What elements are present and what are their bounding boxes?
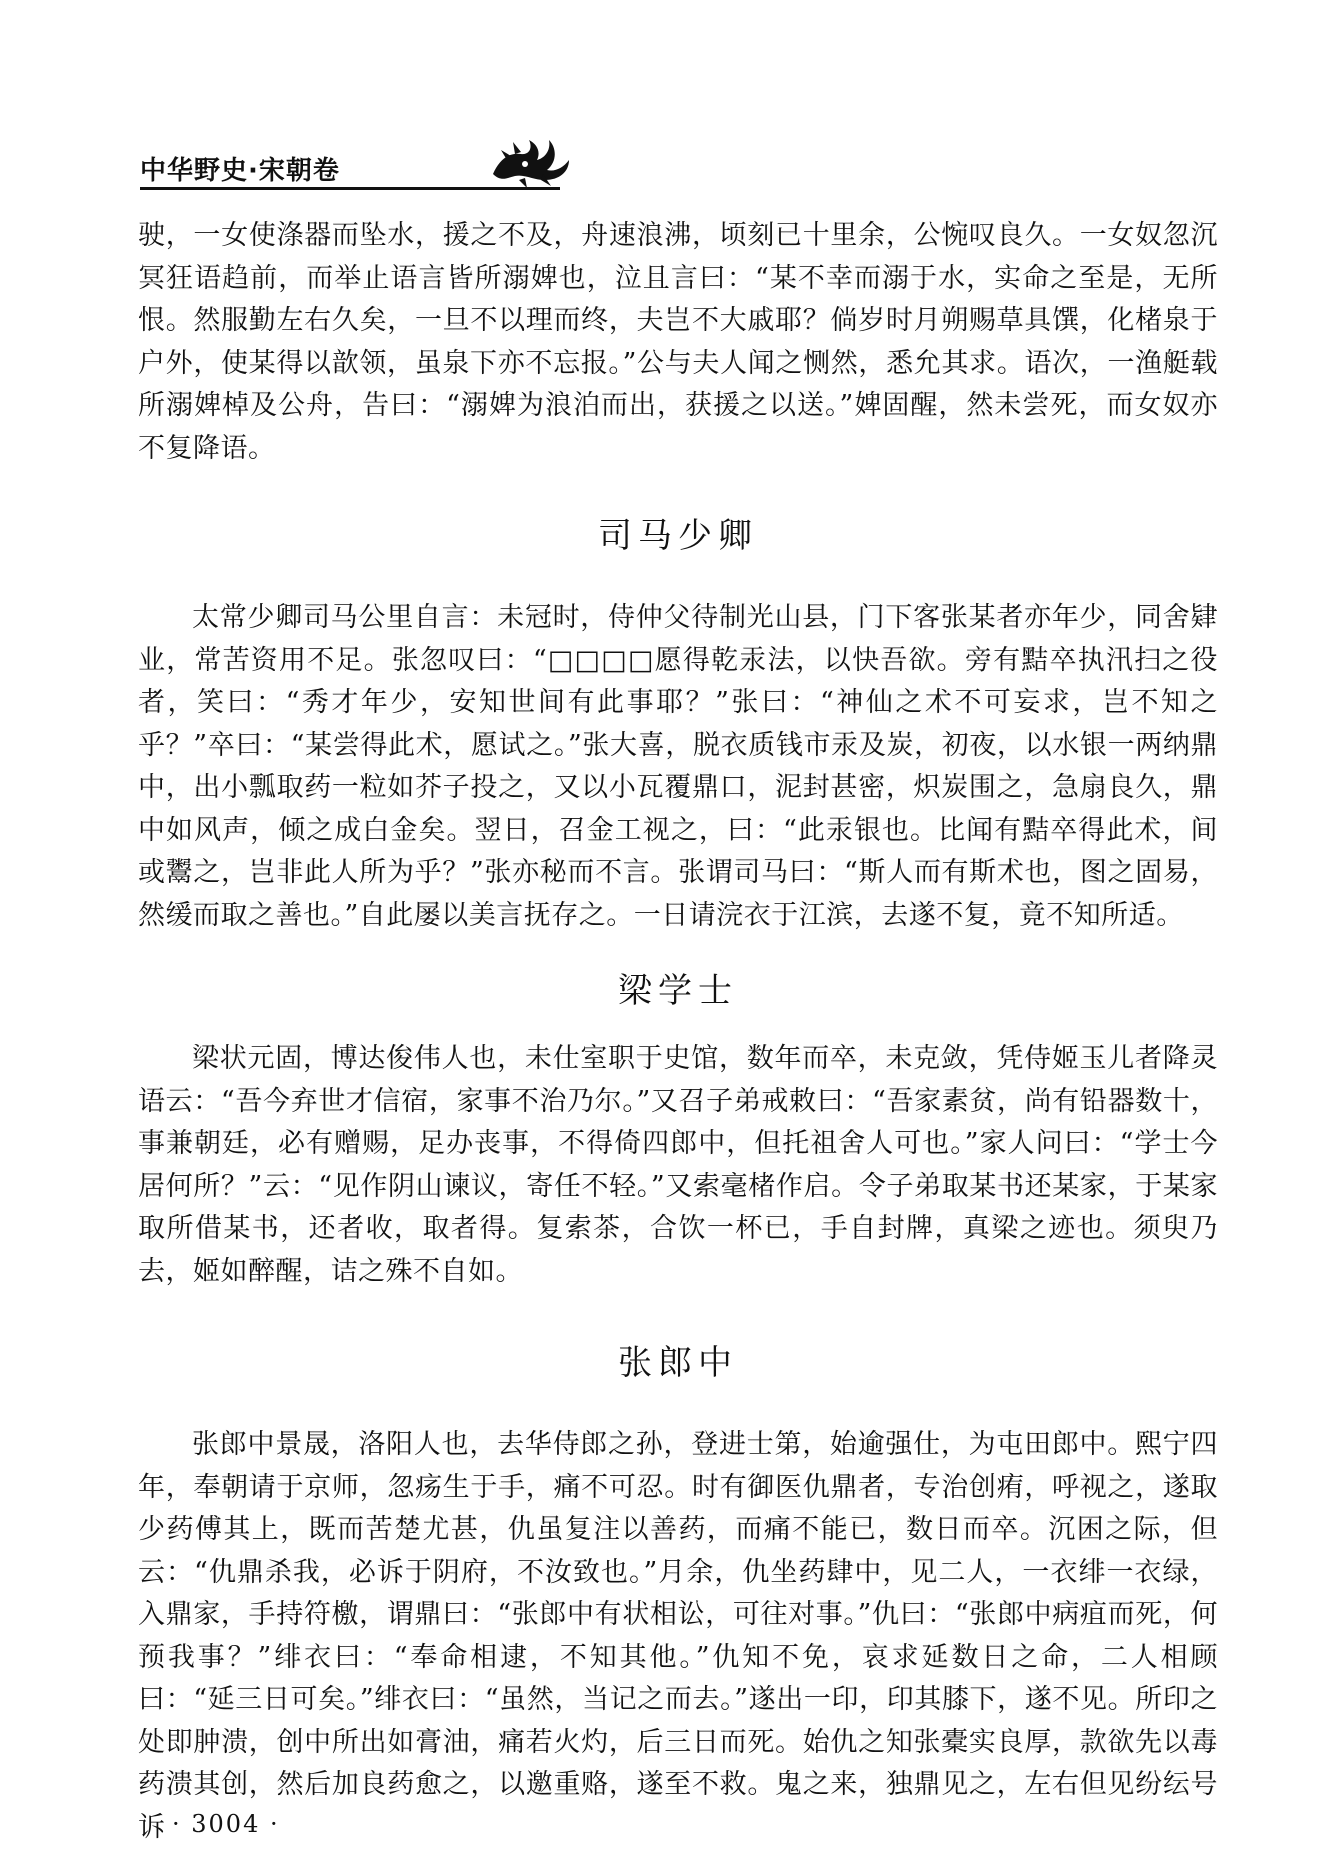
page-body xyxy=(138,215,1218,1849)
section-title-zhang-langzhong: 张郎中 xyxy=(618,1343,738,1383)
running-header xyxy=(140,130,1200,200)
section-text-sima-shaoqing: 太常少卿司马公里自言：未冠时，侍仲父待制光山县，门下客张某者亦年少，同舍肄业，常苦资用不足。张忽叹曰：“□□□□愿得乾汞法，以快吾欲。旁有黠卒执汛扫之役者，笑曰：“秀才年少，安知世间有此事耶？”张曰：“神仙之术不可妄求，岂不知之乎？”卒曰：“某尝得此术，愿试之。”张大喜，脱衣质钱市汞及炭，初夜，以水银一两纳鼎中，出小瓢取药一粒如芥子投之，又以小瓦覆鼎口，泥封甚密，炽炭围之，急扇良久，鼎中如风声，倾之成白金矣。翌日，召金工视之，曰：“此汞银也。比闻有黠卒得此术，间或鬻之，岂非此人所为乎？”张亦秘而不言。张谓司马曰：“斯人而有斯术也，图之固易，然缓而取之善也。”自此屡以美言抚存之。一日请浣衣于江滨，去遂不复，竟不知所适。 xyxy=(138,602,1218,931)
section-title-liang-xueshi: 梁学士 xyxy=(618,971,738,1011)
header-rule xyxy=(140,187,560,190)
paragraph-continued: 驶，一女使涤器而坠水，援之不及，舟速浪沸，顷刻已十里余，公惋叹良久。一女奴忽沉冥狂语趋前，而举止语言皆所溺婢也，泣且言曰：“某不幸而溺于水，实命之至是，无所恨。然服勤左右久矣，一旦不以理而终，夫岂不大戚耶？倘岁时月朔赐草具馔，化楮泉于户外，使某得以歆领，虽泉下亦不忘报。”公与夫人闻之恻然，悉允其求。语次，一渔艇载所溺婢棹及公舟，告曰：“溺婢为浪泊而出，获援之以送。”婢固醒，然未尝死，而女奴亦不复降语。 xyxy=(138,220,1218,464)
section-text-zhang-langzhong: 张郎中景晟，洛阳人也，去华侍郎之孙，登进士第，始逾强仕，为屯田郎中。熙宁四年，奉朝请于京师，忽疡生于手，痛不可忍。时有御医仇鼎者，专治创痏，呼视之，遂取少药傅其上，既而苦楚尤甚，仇虽复注以善药，而痛不能已，数日而卒。沉困之际，但云：“仇鼎杀我，必诉于阴府，不汝致也。”月余，仇坐药肆中，见二人，一衣绯一衣绿，入鼎家，手持符檄，谓鼎曰：“张郎中有状相讼，可往对事。”仇曰：“张郎中病疽而死，何预我事？”绯衣曰：“奉命相逮，不知其他。”仇知不免，哀求延数日之命，二人相顾曰：“延三日可矣。”绯衣曰：“虽然，当记之而去。”遂出一印，印其膝下，遂不见。所印之处即肿溃，创中所出如膏油，痛若火灼，后三日而死。始仇之知张橐实良厚，款欲先以毒药溃其创，然后加良药愈之，以邀重赂，遂至不救。鬼之来，独鼎见之，左右但见纷纭号诉 xyxy=(138,1429,1218,1843)
book-title: 中华野史·宋朝卷 xyxy=(140,156,340,186)
section-text-liang-xueshi: 梁状元固，博达俊伟人也，未仕室职于史馆，数年而卒，未克敛，凭侍姬玉儿者降灵语云：“吾今弃世才信宿，家事不治乃尔。”又召子弟戒敕曰：“吾家素贫，尚有铅器数十，事兼朝廷，必有赠赐，足办丧事，不得倚四郎中，但托祖舍人可也。”家人问曰：“学士今居何所？”云：“见作阴山谏议，寄任不轻。”又索毫楮作启。令子弟取某书还某家，于某家取所借某书，还者收，取者得。复索茶，合饮一杯已，手自封牌，真梁之迹也。须臾乃去，姬如醉醒，诘之殊不自如。 xyxy=(138,1043,1218,1287)
section-title-sima-shaoqing: 司马少卿 xyxy=(598,516,758,556)
dragon-logo-icon xyxy=(485,130,575,190)
page-number: · 3004 · xyxy=(172,1810,280,1838)
